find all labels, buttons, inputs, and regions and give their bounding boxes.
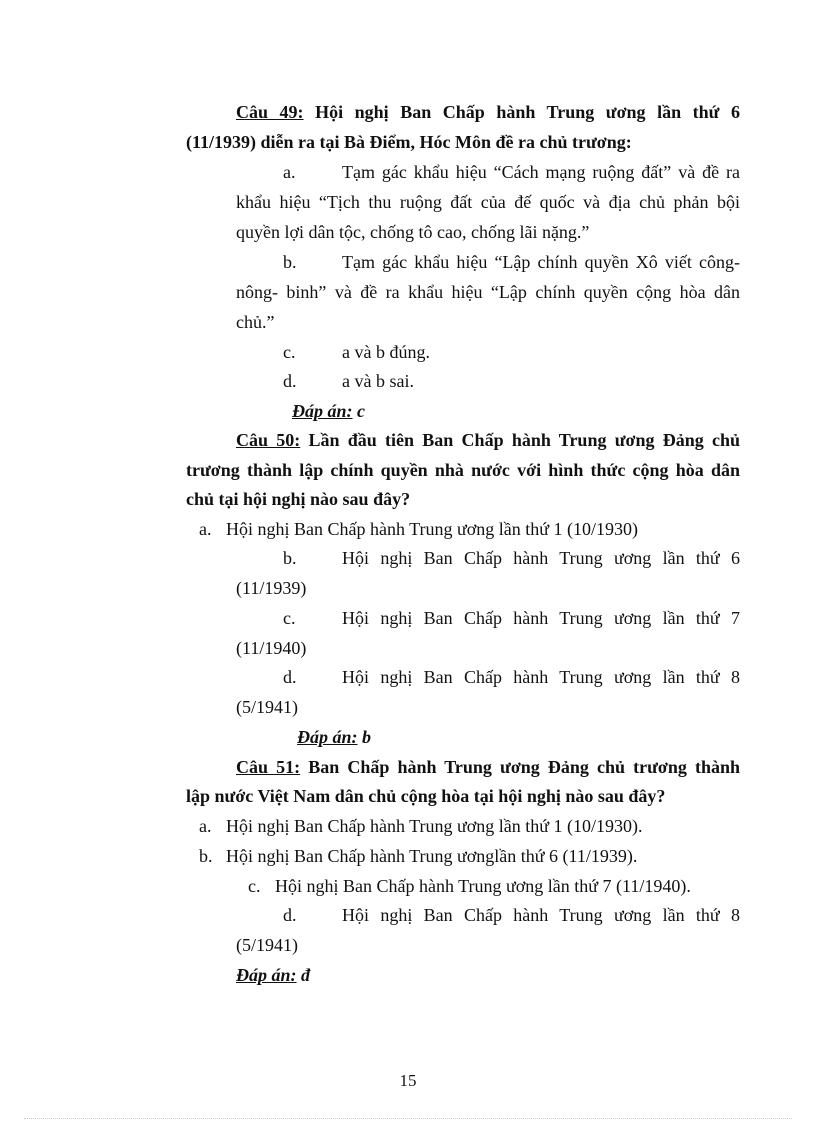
q51-answer-value: đ <box>301 965 311 985</box>
q49-option-c <box>236 337 740 367</box>
question-49-text-1: Hội nghị Ban Chấp hành Trung ương lần thứ 6 <box>315 102 740 122</box>
q49-option-b-line-2: nông- binh” và đề ra khẩu hiệu “Lập chính quyền cộng hòa dân <box>236 282 740 302</box>
q50-option-c-key: c. <box>283 608 296 628</box>
q50-option-b-key: b. <box>283 548 297 568</box>
q51-answer <box>236 960 310 990</box>
q51-option-a-text: Hội nghị Ban Chấp hành Trung ương lần thứ 1 (10/1930). <box>226 816 643 836</box>
q50-answer <box>297 722 371 752</box>
q51-option-d <box>236 900 740 960</box>
q51-option-d-line-2: (5/1941) <box>236 935 298 955</box>
q50-option-c-line-2: (11/1940) <box>236 638 307 658</box>
q51-option-b-key: b. <box>199 846 213 866</box>
q49-option-b-key: b. <box>283 252 297 272</box>
q51-option-c <box>248 871 691 901</box>
q49-option-b-line-1: Tạm gác khẩu hiệu “Lập chính quyền Xô viết công- <box>342 252 740 272</box>
q51-answer-label: Đáp án: <box>236 965 297 985</box>
q50-option-d <box>236 662 740 722</box>
q49-option-c-text: a và b đúng. <box>342 342 430 362</box>
page-number: 15 <box>399 1071 417 1090</box>
q51-option-d-key: d. <box>283 905 297 925</box>
q49-option-d <box>236 366 740 396</box>
q49-option-a <box>236 157 740 247</box>
q50-option-a-key: a. <box>199 519 212 539</box>
question-49-line-2: (11/1939) diễn ra tại Bà Điểm, Hóc Môn đề ra chủ trương: <box>186 132 632 152</box>
q49-option-a-line-3: quyền lợi dân tộc, chống tô cao, chống lãi nặng.” <box>236 222 590 242</box>
q50-option-b-line-2: (11/1939) <box>236 578 307 598</box>
q49-answer <box>292 396 365 426</box>
q49-option-b <box>236 247 740 337</box>
q51-option-b-text: Hội nghị Ban Chấp hành Trung ươnglần thứ 6 (11/1939). <box>226 846 638 866</box>
q49-option-b-line-3: chủ.” <box>236 312 275 332</box>
q50-option-b <box>236 543 740 603</box>
q51-option-b <box>199 841 637 871</box>
q50-option-c <box>236 603 740 663</box>
question-50-line-1 <box>186 425 740 455</box>
q50-option-d-key: d. <box>283 667 297 687</box>
question-51-label: Câu 51: <box>236 757 301 777</box>
q50-option-a <box>199 514 638 544</box>
q49-option-a-line-1: Tạm gác khẩu hiệu “Cách mạng ruộng đất” và đề ra <box>342 162 740 182</box>
q51-option-a <box>199 811 643 841</box>
question-51-line-2: lập nước Việt Nam dân chủ cộng hòa tại hội nghị nào sau đây? <box>186 786 666 806</box>
q51-option-c-key: c. <box>248 876 261 896</box>
q49-option-a-line-2: khẩu hiệu “Tịch thu ruộng đất của đế quốc và địa chủ phản bội <box>236 192 740 212</box>
question-51-line-1 <box>186 752 740 782</box>
q50-option-b-line-1: Hội nghị Ban Chấp hành Trung ương lần thứ 6 <box>342 548 740 568</box>
footer-divider <box>24 1118 792 1119</box>
q50-option-c-line-1: Hội nghị Ban Chấp hành Trung ương lần thứ 7 <box>342 608 740 628</box>
q50-answer-value: b <box>362 727 372 747</box>
question-51-text-1: Ban Chấp hành Trung ương Đảng chủ trương thành <box>308 757 741 777</box>
q49-option-d-key: d. <box>283 371 297 391</box>
q51-option-c-text: Hội nghị Ban Chấp hành Trung ương lần thứ 7 (11/1940). <box>275 876 691 896</box>
q50-option-d-line-1: Hội nghị Ban Chấp hành Trung ương lần thứ 8 <box>342 667 740 687</box>
q51-option-d-line-1: Hội nghị Ban Chấp hành Trung ương lần thứ 8 <box>342 905 740 925</box>
question-50-label: Câu 50: <box>236 430 301 450</box>
q49-option-d-text: a và b sai. <box>342 371 414 391</box>
q51-option-a-key: a. <box>199 816 212 836</box>
question-50-line-2: trương thành lập chính quyền nhà nước với hình thức cộng hòa dân <box>186 460 740 480</box>
q49-option-c-key: c. <box>283 342 296 362</box>
q49-answer-value: c <box>357 401 366 421</box>
q50-answer-label: Đáp án: <box>297 727 358 747</box>
question-50-line-3: chủ tại hội nghị nào sau đây? <box>186 489 411 509</box>
question-49-line-1 <box>186 97 740 127</box>
q50-option-a-text: Hội nghị Ban Chấp hành Trung ương lần thứ 1 (10/1930) <box>226 519 639 539</box>
question-49-label: Câu 49: <box>236 102 304 122</box>
q49-answer-label: Đáp án: <box>292 401 353 421</box>
q49-option-a-key: a. <box>283 162 296 182</box>
q50-option-d-line-2: (5/1941) <box>236 697 298 717</box>
question-50-text-1: Lần đầu tiên Ban Chấp hành Trung ương Đảng chủ <box>308 430 740 450</box>
